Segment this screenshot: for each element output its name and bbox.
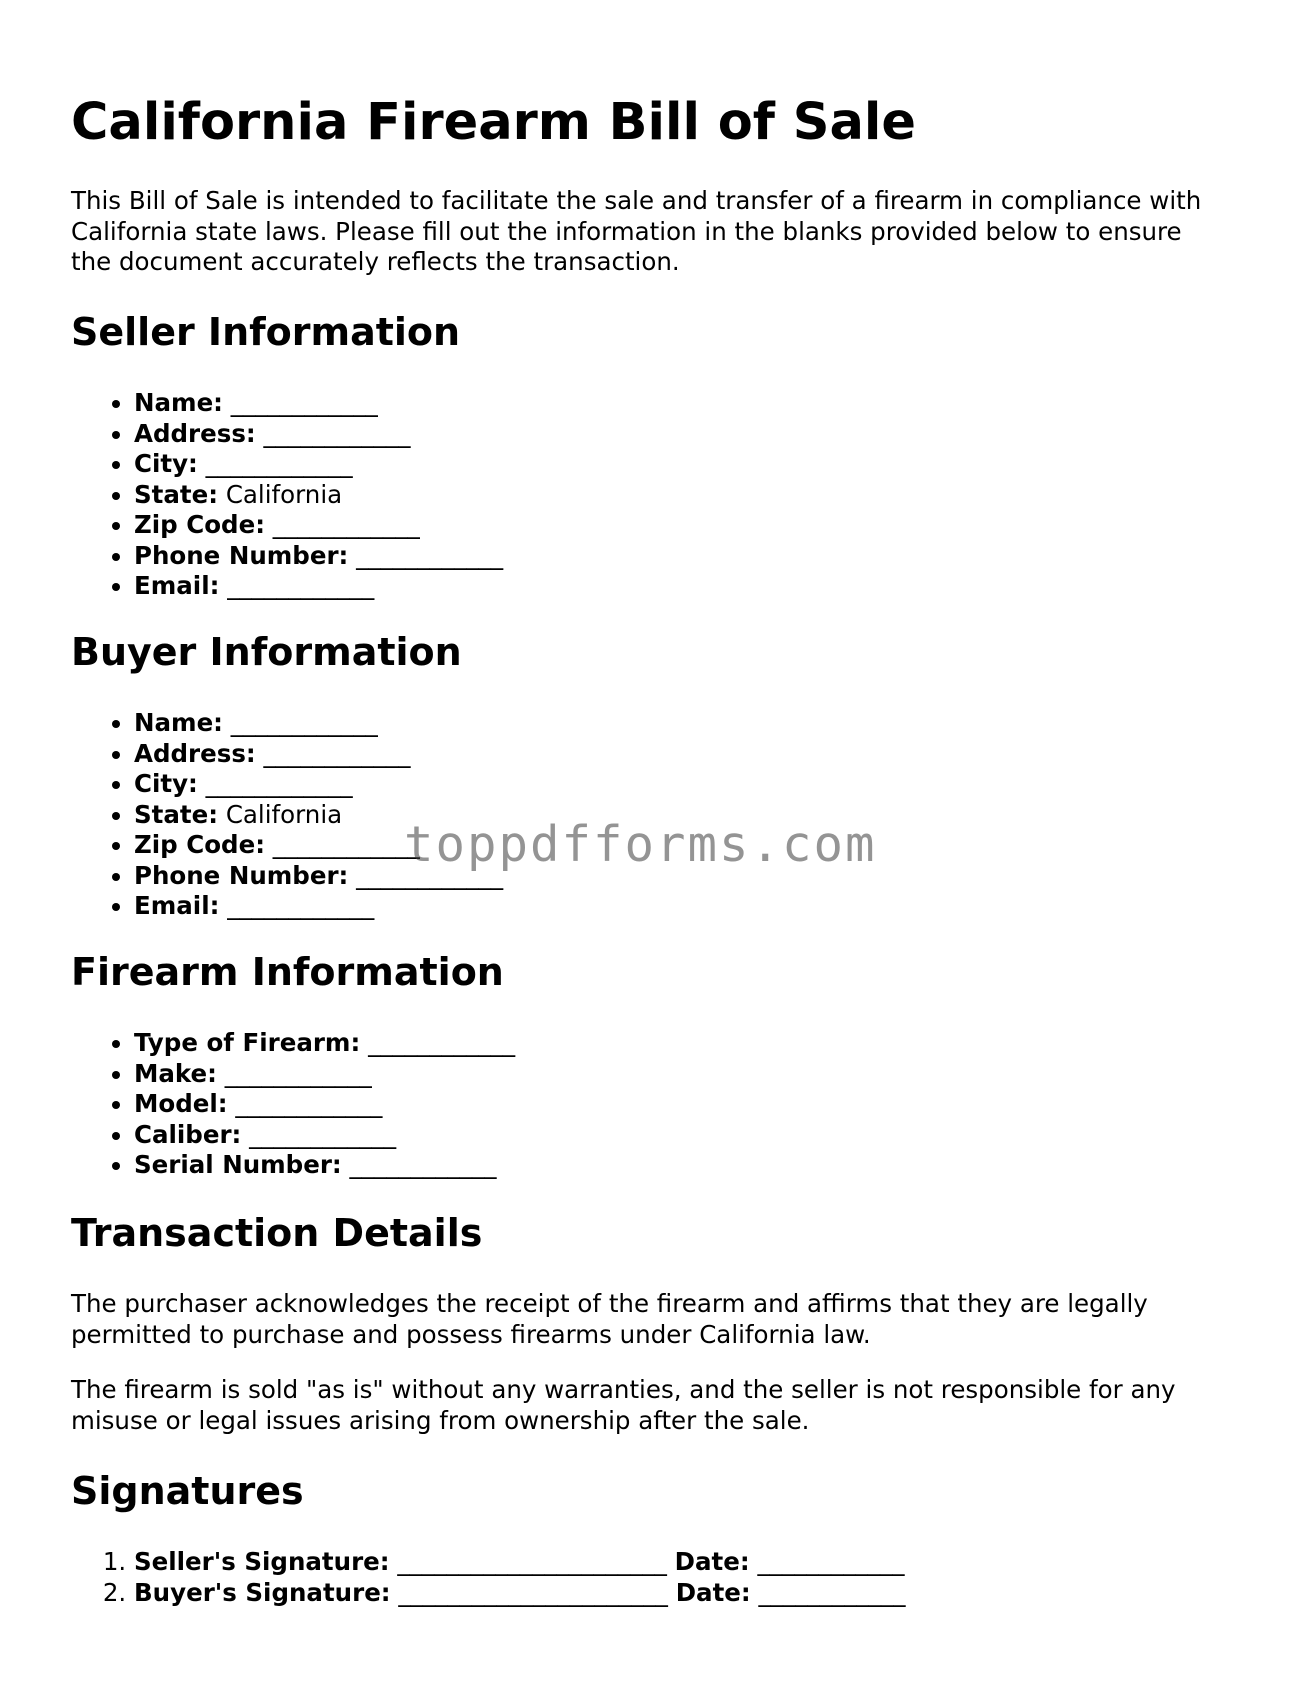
field-label: Serial Number: xyxy=(134,1150,342,1179)
field-value[interactable]: ____________ xyxy=(205,769,353,798)
field-value[interactable]: ____________ xyxy=(235,1089,383,1118)
field-label: Email: xyxy=(134,571,220,600)
list-item xyxy=(134,541,503,572)
seller-heading: Seller Information xyxy=(71,310,461,354)
field-value[interactable]: ____________ xyxy=(263,418,411,448)
list-item xyxy=(134,1028,515,1059)
field-label: Email: xyxy=(134,891,220,920)
date-line[interactable]: ____________ xyxy=(757,1547,905,1576)
list-item xyxy=(134,1120,515,1151)
list-item xyxy=(134,891,503,922)
field-value[interactable]: ____________ xyxy=(272,510,420,539)
field-value[interactable]: ____________ xyxy=(356,540,504,570)
watermark: toppdfforms.com xyxy=(404,816,877,873)
field-label: Model: xyxy=(134,1089,228,1118)
signature-label: Seller's Signature: xyxy=(134,1547,390,1576)
list-item xyxy=(134,739,503,770)
signatures-list xyxy=(71,1547,906,1608)
signature-line[interactable]: ______________________ xyxy=(397,1547,667,1576)
field-value: California xyxy=(225,799,343,829)
list-item xyxy=(134,769,503,800)
date-label: Date: xyxy=(674,1547,750,1576)
signature-label: Buyer's Signature: xyxy=(134,1577,391,1607)
field-label: City: xyxy=(134,449,198,478)
list-item xyxy=(134,571,503,602)
transaction-paragraph-1: The purchaser acknowledges the receipt of the firearm and affirms that they are legally permitted to purchase and possess firearms under California law. xyxy=(71,1289,1148,1349)
firearm-list xyxy=(71,1028,515,1181)
list-item xyxy=(134,708,503,739)
list-item xyxy=(134,449,503,480)
field-value[interactable]: ____________ xyxy=(272,830,420,859)
field-value: California xyxy=(225,479,343,509)
field-label: Phone Number: xyxy=(134,540,349,570)
page-title: California Firearm Bill of Sale xyxy=(71,93,916,152)
field-value[interactable]: ____________ xyxy=(230,708,378,737)
field-label: Type of Firearm: xyxy=(134,1028,361,1057)
buyer-heading: Buyer Information xyxy=(71,630,462,674)
signatures-heading: Signatures xyxy=(71,1469,304,1513)
field-value[interactable]: ____________ xyxy=(263,738,411,768)
field-value[interactable]: ____________ xyxy=(205,449,353,478)
field-label: Caliber: xyxy=(134,1119,242,1149)
signature-line[interactable]: ______________________ xyxy=(398,1577,668,1607)
list-item xyxy=(134,510,503,541)
field-label: Address: xyxy=(134,418,256,448)
list-item xyxy=(134,1150,515,1181)
field-value[interactable]: ____________ xyxy=(224,1058,372,1088)
date-label: Date: xyxy=(675,1577,751,1607)
field-label: Zip Code: xyxy=(134,510,265,539)
signature-row xyxy=(134,1578,906,1609)
field-label: Zip Code: xyxy=(134,830,265,859)
field-label: Make: xyxy=(134,1058,217,1088)
field-label: State: xyxy=(134,799,219,829)
field-label: Phone Number: xyxy=(134,860,349,890)
seller-list xyxy=(71,388,503,602)
transaction-paragraph-2: The firearm is sold "as is" without any warranties, and the seller is not responsible for any misuse or legal issues arising from ownership after the sale. xyxy=(71,1375,1176,1435)
list-item xyxy=(134,480,503,511)
field-value[interactable]: ____________ xyxy=(227,891,375,920)
intro-paragraph: This Bill of Sale is intended to facilitate the sale and transfer of a firearm in compliance with California state laws. Please fill out the information in the blanks provided below to ensure the document accurately reflects the transaction. xyxy=(71,186,1202,276)
field-value[interactable]: ____________ xyxy=(227,571,375,600)
field-label: City: xyxy=(134,769,198,798)
list-item xyxy=(134,388,503,419)
field-label: Name: xyxy=(134,708,223,737)
field-value[interactable]: ____________ xyxy=(249,1119,397,1149)
signature-row xyxy=(134,1547,906,1578)
field-label: Name: xyxy=(134,388,223,417)
field-label: Address: xyxy=(134,738,256,768)
date-line[interactable]: ____________ xyxy=(758,1577,906,1607)
field-value[interactable]: ____________ xyxy=(349,1150,497,1179)
list-item xyxy=(134,419,503,450)
field-value[interactable]: ____________ xyxy=(356,860,504,890)
list-item xyxy=(134,1089,515,1120)
field-value[interactable]: ____________ xyxy=(368,1028,516,1057)
buyer-list xyxy=(71,708,503,922)
field-label: State: xyxy=(134,479,219,509)
transaction-heading: Transaction Details xyxy=(71,1211,483,1255)
firearm-heading: Firearm Information xyxy=(71,950,504,994)
field-value[interactable]: ____________ xyxy=(230,388,378,417)
list-item xyxy=(134,1059,515,1090)
